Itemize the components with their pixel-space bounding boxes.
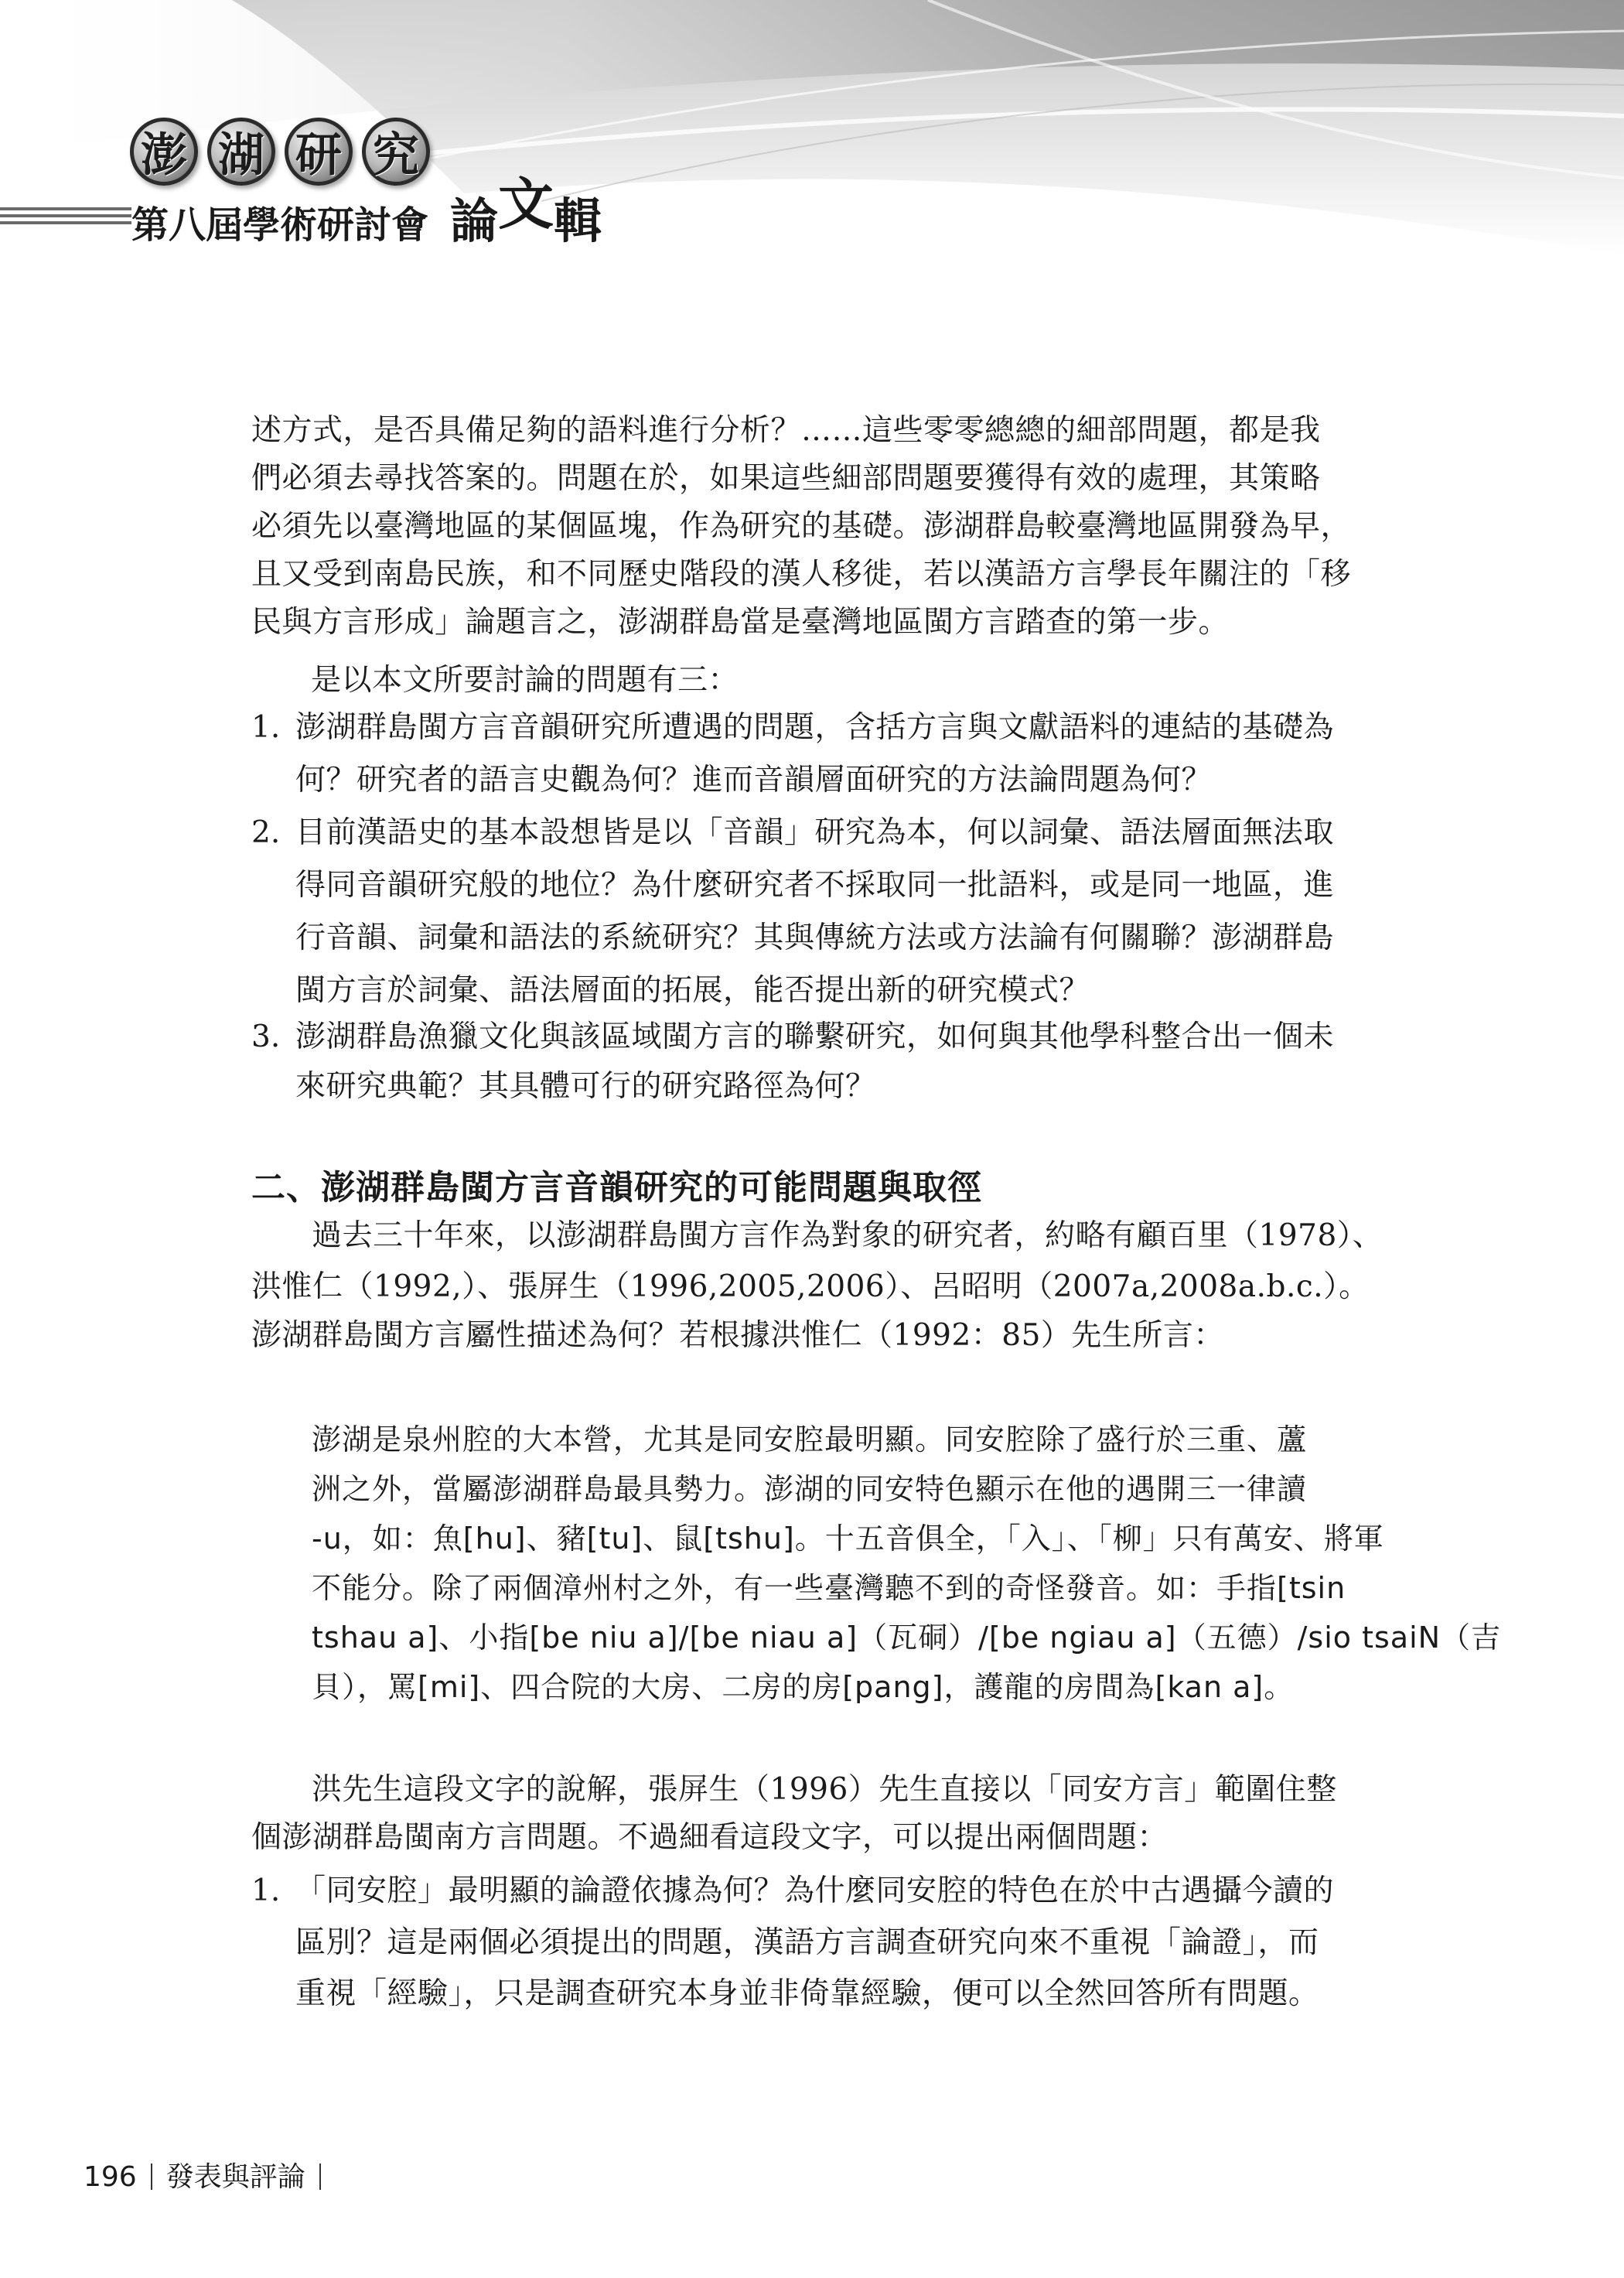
body-line: 必須先以臺灣地區的某個區塊，作為研究的基礎。澎湖群島較臺灣地區開發為早，	[251, 509, 1352, 544]
list-number: 2.	[251, 815, 281, 850]
conference-subtitle	[131, 171, 602, 249]
quote-line: tshau a]、小指[be niu a]/[be niau a]（瓦硐）/[be ngiau a]（五德）/sio tsaiN（吉	[312, 1621, 1502, 1655]
header-title-char: 究	[362, 118, 430, 186]
body-line: 洪惟仁（1992,）、張屏生（1996,2005,2006）、呂昭明（2007a,2008a.b.c.）。	[251, 1269, 1370, 1304]
subtitle-wen: 文	[498, 171, 554, 237]
subtitle-ji: 輯	[554, 193, 602, 249]
page-number: 196	[84, 2161, 137, 2193]
list-number: 3.	[251, 1019, 281, 1054]
body-line: 民與方言形成」論題言之，澎湖群島當是臺灣地區閩方言踏查的第一步。	[251, 605, 1230, 640]
header-stripe	[0, 207, 131, 227]
quote-line: 澎湖是泉州腔的大本營，尤其是同安腔最明顯。同安腔除了盛行於三重、蘆	[312, 1422, 1308, 1457]
list-line: 得同音韻研究般的地位？為什麼研究者不採取同一批語料，或是同一地區，進	[295, 868, 1335, 903]
list-number: 1.	[251, 1873, 281, 1908]
page-footer	[84, 2158, 335, 2197]
list-line: 澎湖群島閩方言音韻研究所遭遇的問題，含括方言與文獻語料的連結的基礎為	[295, 710, 1335, 745]
list-line: 澎湖群島漁獵文化與該區域閩方言的聯繫研究，如何與其他學科整合出一個未	[295, 1019, 1335, 1054]
list-line: 行音韻、詞彙和語法的系統研究？其與傳統方法或方法論有何關聯？澎湖群島	[295, 920, 1335, 955]
footer-separator	[319, 2164, 321, 2190]
footer-section: 發表與評論	[165, 2161, 305, 2193]
list-number: 1.	[251, 710, 281, 745]
section-heading: 二、澎湖群島閩方言音韻研究的可能問題與取徑	[251, 1168, 982, 1207]
body-line: 是以本文所要討論的問題有三：	[311, 663, 739, 698]
list-line: 目前漢語史的基本設想皆是以「音韻」研究為本，何以詞彙、語法層面無法取	[295, 815, 1335, 850]
quote-line: -u，如：魚[hu]、豬[tu]、鼠[tshu]。十五音俱全，「入」、「柳」只有萬安、將軍	[312, 1522, 1384, 1556]
body-line: 且又受到南島民族，和不同歷史階段的漢人移徙，若以漢語方言學長年關注的「移	[251, 557, 1352, 592]
body-line: 過去三十年來，以澎湖群島閩方言作為對象的研究者，約略有顧百里（1978）、	[312, 1218, 1383, 1253]
header-title-char: 研	[285, 118, 353, 186]
body-line: 澎湖群島閩方言屬性描述為何？若根據洪惟仁（1992：85）先生所言：	[251, 1318, 1224, 1353]
list-line: 區別？這是兩個必須提出的問題，漢語方言調查研究向來不重視「論證」，而	[295, 1925, 1319, 1960]
list-line: 來研究典範？其具體可行的研究路徑為何？	[295, 1069, 876, 1104]
header-title-char: 澎	[130, 118, 198, 186]
page-header	[0, 0, 1624, 255]
quote-line: 洲之外，當屬澎湖群島最具勢力。澎湖的同安特色顯示在他的遇開三一律讀	[312, 1472, 1308, 1506]
list-line: 「同安腔」最明顯的論證依據為何？為什麼同安腔的特色在於中古遇攝今讀的	[295, 1873, 1335, 1908]
subtitle-lun: 論	[450, 193, 499, 249]
body-line: 們必須去尋找答案的。問題在於，如果這些細部問題要獲得有效的處理，其策略	[251, 461, 1321, 496]
body-line: 述方式，是否具備足夠的語料進行分析？……這些零零總總的細部問題，都是我	[251, 413, 1321, 448]
body-line: 個澎湖群島閩南方言問題。不過細看這段文字，可以提出兩個問題：	[251, 1820, 1169, 1855]
header-title-char: 湖	[207, 118, 275, 186]
list-line: 重視「經驗」，只是調查研究本身並非倚靠經驗，便可以全然回答所有問題。	[295, 1976, 1319, 2011]
subtitle-text: 第八屆學術研討會	[131, 203, 429, 247]
list-line: 閩方言於詞彙、語法層面的拓展，能否提出新的研究模式？	[295, 973, 1090, 1008]
footer-separator	[151, 2164, 152, 2190]
quote-line: 不能分。除了兩個漳州村之外，有一些臺灣聽不到的奇怪發音。如：手指[tsin	[312, 1571, 1346, 1605]
quote-line: 貝），罵[mi]、四合院的大房、二房的房[pang]，護龍的房間為[kan a]。	[312, 1670, 1295, 1704]
body-line: 洪先生這段文字的說解，張屏生（1996）先生直接以「同安方言」範圍住整	[312, 1772, 1337, 1807]
list-line: 何？研究者的語言史觀為何？進而音韻層面研究的方法論問題為何？	[295, 763, 1213, 797]
